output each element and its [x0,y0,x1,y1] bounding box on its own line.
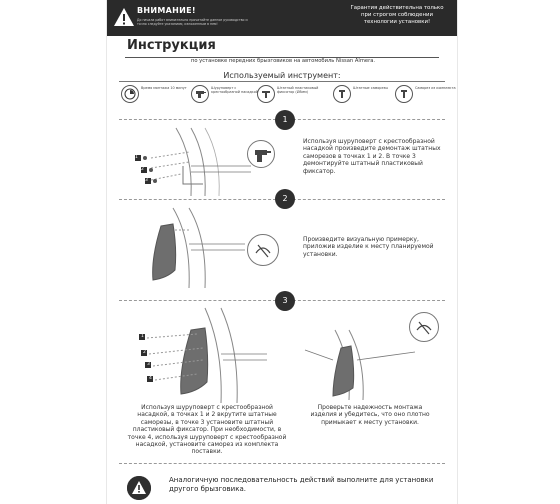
tool-label: Штатный пластиковый фиксатор (Ø8мм) [277,86,319,95]
step3-illustration-left [137,308,267,403]
tool-label: Штатные саморезы [353,86,389,90]
step2-text: Произведите визуальную примерку, приложив изделие к месту планируемой установки. [303,236,434,258]
page-title: Инструкция [127,38,216,53]
step2-check-icon [247,234,279,266]
step1-marker-1: 1 [135,155,138,160]
step3-text-right: Проверьте надежность монтажа изделия и убедитесь, что оно плотно примыкает к месту установки. [310,404,430,426]
tools-heading: Используемый инструмент: [223,71,341,80]
tool-label: Саморез из комплекта [415,86,456,90]
tool-label: Время монтажа 10 минут [141,86,187,90]
screwdriver-icon [191,85,209,103]
warning-icon [127,476,151,500]
guarantee-note: Гарантия действительна только при строгом соблюдении технологии установки! [350,5,444,25]
step3-marker-2: 2 [143,350,146,355]
step3-text-left: Используя шуруповерт с крестообразной насадкой, в точках 1 и 2 вкрутите штатные саморезы, в точке 3 установите штатный пластиковый фиксатор. При необходимости, в точке 4, используя шуруповерт с крестообразной насадкой, установите саморез из комплекта поставки. [127,404,287,456]
step1-illustration [121,126,251,196]
warning-banner [107,0,457,36]
footer-note [107,464,457,504]
tools-divider [119,81,445,83]
step3-check-icon [409,312,439,342]
warning-title: ВНИМАНИЕ! [137,6,196,15]
step-number-2: 2 [275,189,295,209]
screw-kit-icon [395,85,413,103]
step1-text: Используя шуруповерт с крестообразной насадкой произведите демонтаж штатных саморезов в точках 1 и 2. В точке 3 демонтируйте штатный пластиковый фиксатор. [303,138,441,175]
step3-marker-3: 3 [147,362,150,367]
warning-icon [113,7,135,27]
step-number-3: 3 [275,291,295,311]
tool-label: Шуруповерт с крестообразной насадкой [211,86,258,95]
step3-marker-4: 4 [149,376,152,381]
page-subtitle: по установке передних брызговиков на автомобиль Nissan Almera. [190,58,376,64]
screwdriver-icon [248,141,274,167]
eye-check-icon [248,235,278,265]
clip-icon [257,85,275,103]
step-number-1: 1 [275,110,295,130]
screw-icon [333,85,351,103]
warning-text: До начала работ внимательно прочитайте данное руководство и точно следуйте указаниям, изложенным в нем! [137,18,248,26]
clock-icon [121,85,139,103]
step3-illustration-right [305,330,415,400]
step3-marker-1: 1 [141,334,144,339]
step1-tool-icon [247,140,275,168]
step1-marker-2: 2 [141,167,144,172]
instruction-sheet [106,0,458,504]
footer-text: Аналогичную последовательность действий выполните для установки другого брызговика. [169,476,434,493]
step2-illustration [145,208,245,288]
eye-check-icon [410,313,438,341]
step1-marker-3: 3 [145,178,148,183]
